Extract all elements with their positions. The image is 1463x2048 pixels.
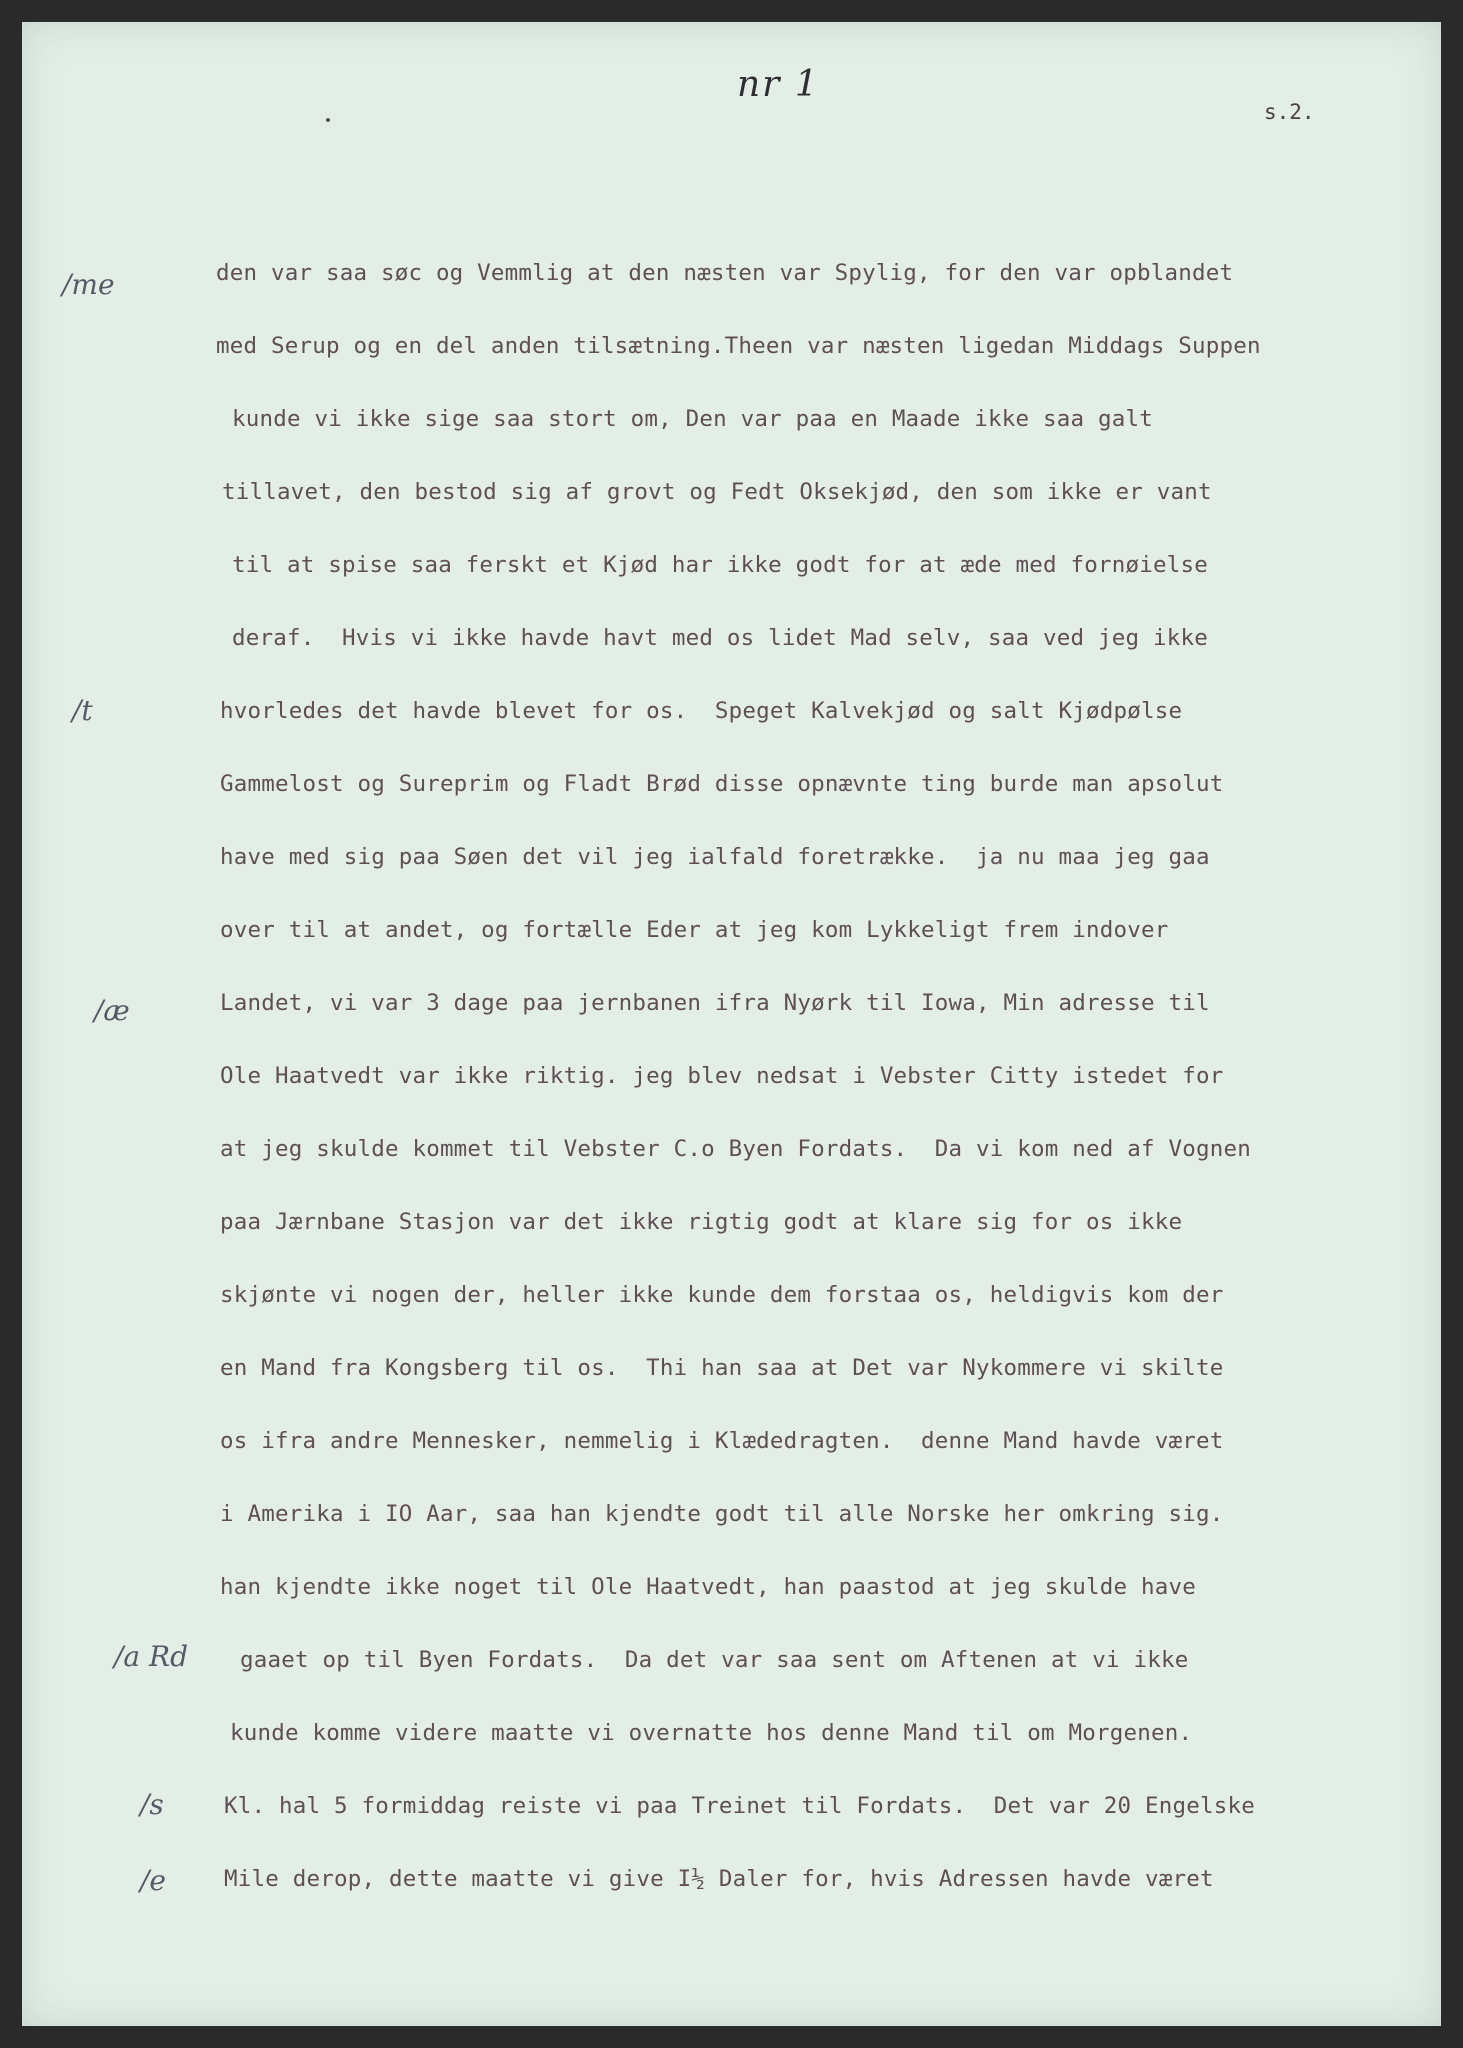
page-number: s.2. (1264, 100, 1315, 124)
text-line: en Mand fra Kongsberg til os. Thi han saa at Det var Nykommere vi skilte (220, 1355, 1224, 1381)
text-line: Mile derop, dette maatte vi give I½ Daler for, hvis Adressen havde været (224, 1866, 1214, 1892)
margin-note: /t (72, 694, 93, 727)
text-line: os ifra andre Mennesker, nemmelig i Klædedragten. denne Mand havde været (220, 1428, 1224, 1454)
margin-note: /a Rd (114, 1640, 189, 1673)
text-line: Ole Haatvedt var ikke riktig. jeg blev nedsat i Vebster Citty istedet for (220, 1063, 1224, 1089)
text-line: over til at andet, og fortælle Eder at jeg kom Lykkeligt frem indover (220, 917, 1169, 943)
text-line: den var saa søc og Vemmlig at den næsten var Spylig, for den var opblandet (216, 260, 1234, 286)
ink-dot (326, 118, 330, 122)
text-line: Gammelost og Sureprim og Fladt Brød disse opnævnte ting burde man apsolut (220, 771, 1224, 797)
text-line: deraf. Hvis vi ikke havde havt med os lidet Mad selv, saa ved jeg ikke (232, 625, 1208, 651)
text-line: kunde komme videre maatte vi overnatte hos denne Mand til om Morgenen. (230, 1720, 1193, 1746)
margin-note: /e (140, 1864, 167, 1897)
text-line: kunde vi ikke sige saa stort om, Den var paa en Maade ikke saa galt (232, 406, 1153, 432)
text-line: paa Jærnbane Stasjon var det ikke rigtig godt at klare sig for os ikke (220, 1209, 1183, 1235)
margin-note: /me (62, 268, 115, 301)
margin-note: /s (140, 1788, 164, 1821)
text-line: i Amerika i IO Aar, saa han kjendte godt til alle Norske her omkring sig. (220, 1501, 1224, 1527)
text-line: til at spise saa ferskt et Kjød har ikke godt for at æde med fornøielse (232, 552, 1208, 578)
text-line: gaaet op til Byen Fordats. Da det var saa sent om Aftenen at vi ikke (240, 1647, 1189, 1673)
margin-note: /æ (94, 994, 130, 1027)
text-line: at jeg skulde kommet til Vebster C.o Byen Fordats. Da vi kom ned af Vognen (220, 1136, 1251, 1162)
text-line: tillavet, den bestod sig af grovt og Fedt Oksekjød, den som ikke er vant (222, 479, 1212, 505)
text-line: have med sig paa Søen det vil jeg ialfald foretrække. ja nu maa jeg gaa (220, 844, 1210, 870)
handwritten-number-mark: nr 1 (737, 64, 820, 105)
text-line: med Serup og en del anden tilsætning.Theen var næsten ligedan Middags Suppen (216, 333, 1261, 359)
document-page (22, 22, 1441, 2026)
text-line: Kl. hal 5 formiddag reiste vi paa Treinet til Fordats. Det var 20 Engelske (224, 1793, 1255, 1819)
text-line: hvorledes det havde blevet for os. Speget Kalvekjød og salt Kjødpølse (220, 698, 1183, 724)
text-line: Landet, vi var 3 dage paa jernbanen ifra Nyørk til Iowa, Min adresse til (220, 990, 1210, 1016)
text-line: han kjendte ikke noget til Ole Haatvedt, han paastod at jeg skulde have (220, 1574, 1196, 1600)
text-line: skjønte vi nogen der, heller ikke kunde dem forstaa os, heldigvis kom der (220, 1282, 1224, 1308)
